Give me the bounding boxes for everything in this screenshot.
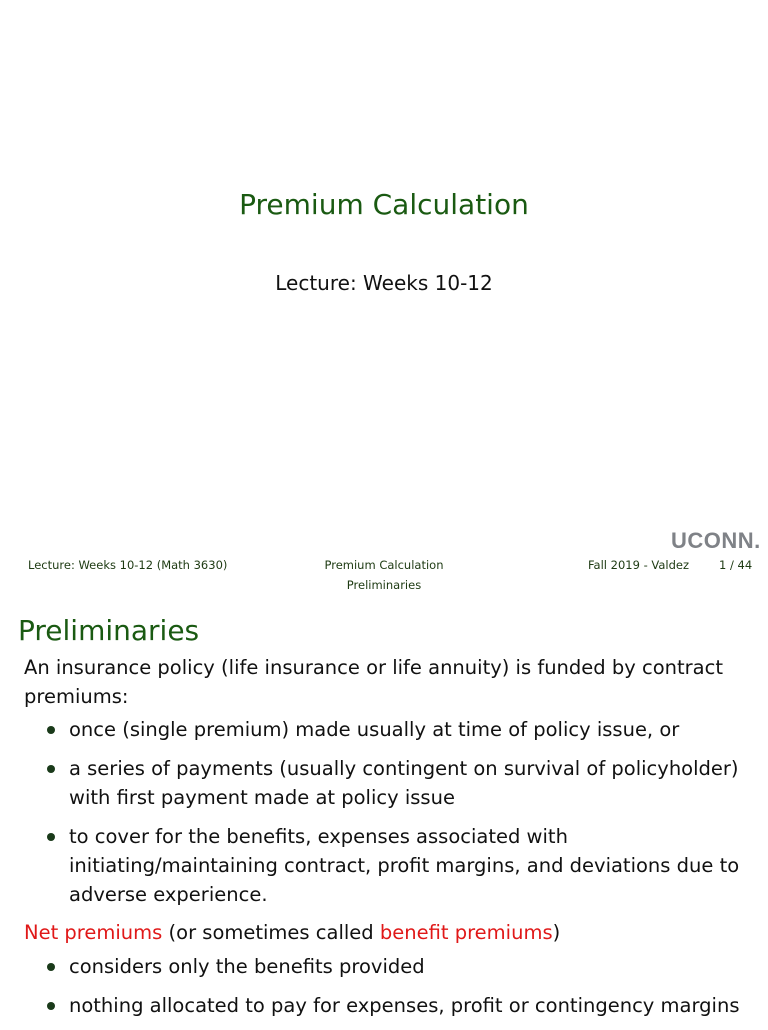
footer-term: Fall 2019 - Valdez [588, 558, 690, 572]
bullet-icon [47, 765, 55, 773]
net-premium-list [44, 952, 744, 1030]
footer-page-number: 1 / 44 [719, 558, 753, 572]
premium-types-list [44, 715, 744, 919]
net-premiums-line: Net premiums (or sometimes called benefit premiums) [24, 921, 561, 944]
list-item: once (single premium) made usually at time of policy issue, or [44, 715, 744, 744]
bullet-icon [47, 1002, 55, 1010]
list-item: nothing allocated to pay for expenses, profit or contingency margins [44, 991, 744, 1020]
intro-paragraph: An insurance policy (life insurance or life annuity) is funded by contract premiums: [24, 656, 723, 708]
slide-subtitle: Lecture: Weeks 10-12 [275, 271, 493, 295]
list-item: considers only the benefits provided [44, 952, 744, 981]
section-nav: Preliminaries [346, 578, 422, 592]
bullet-icon [47, 963, 55, 971]
uconn-logo: UCONN. [671, 528, 761, 553]
list-item: a series of payments (usually contingent on survival of policyholder) with first payment made at policy issue [44, 754, 744, 812]
footer-lecture: Lecture: Weeks 10-12 (Math 3630) [28, 558, 228, 572]
footer-title: Premium Calculation [324, 558, 444, 572]
slide-title: Premium Calculation [239, 188, 529, 221]
frame-title: Preliminaries [18, 614, 200, 647]
bullet-icon [47, 833, 55, 841]
term-net-premiums: Net premiums [24, 921, 163, 944]
bullet-icon [47, 726, 55, 734]
term-benefit-premiums: benefit premiums [379, 921, 553, 944]
list-item: to cover for the benefits, expenses associated with initiating/maintaining contract, profit margins, and deviations due to adverse experience. [44, 822, 744, 909]
